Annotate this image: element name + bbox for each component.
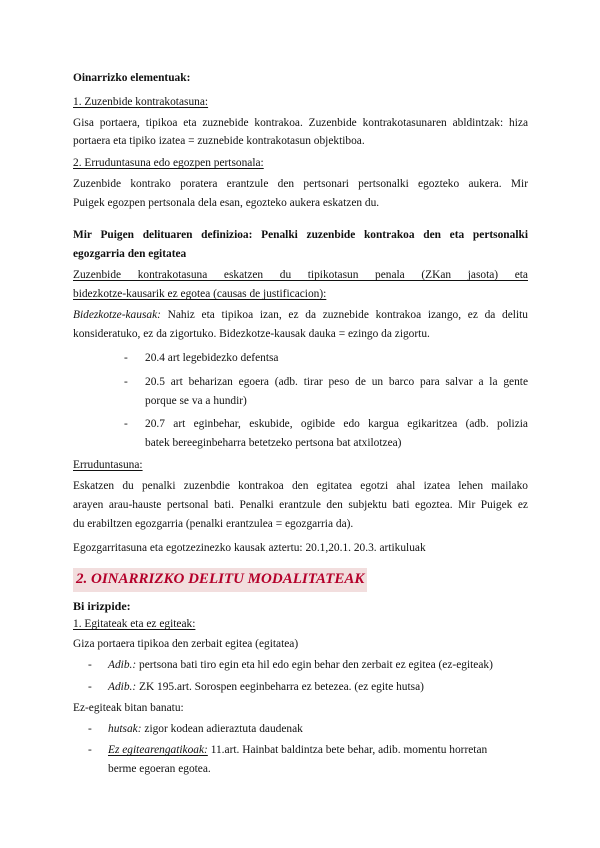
dash-bullet: -	[88, 744, 92, 756]
bidezkotze-text: Nahiz eta tipikoa izan, ez da zuznebide kontrakoa izango, ez da delitu	[160, 309, 528, 321]
paragraph-line: Egozgarritasuna eta egotzezinezko kausak aztertu: 20.1,20.1. 20.3. artikuluak	[73, 542, 426, 554]
paragraph-line: Zuzenbide kontrako poratera erantzule den pertsonari pertsonalki egozteko aukera. Mir	[73, 178, 528, 190]
ez-egitearengatikoak-label: Ez egitearengatikoak:	[108, 744, 208, 756]
list-item: porque se va a hundir)	[145, 395, 247, 407]
paragraph-line: Gisa portaera, tipikoa eta zuznebide kontrakoa. Zuzenbide kontrakotasunaren abldintzak: hiza	[73, 117, 528, 129]
bi-irizpide-title: Bi irizpide:	[73, 599, 131, 613]
paragraph-line: portaera eta tipiko izatea = zuznebide kontrakotasun objektiboa.	[73, 135, 365, 147]
dash-bullet: -	[88, 659, 92, 671]
paragraph-line: arayen arau-hauste pertsonal bati. Penalki erantzule den subjektu bati egoztea. Mir Puigek ez	[73, 499, 528, 511]
section-title-oinarrizko: Oinarrizko elementuak:	[73, 72, 191, 84]
adib-label: Adib.:	[108, 659, 137, 671]
list-item	[108, 680, 528, 694]
section-2-heading: 2. OINARRIZKO DELITU MODALITATEAK	[73, 568, 367, 592]
adib-label: Adib.:	[108, 681, 137, 693]
definition-line: egozgarria den egitatea	[73, 248, 187, 260]
hutsak-label: hutsak:	[108, 723, 142, 735]
paragraph-line: Giza portaera tipikoa den zerbait egitea (egitatea)	[73, 638, 299, 650]
list-item-continuation: berme egoeran egotea.	[108, 763, 211, 775]
list-item: 20.4 art legebidezko defentsa	[145, 352, 279, 364]
dash-bullet: -	[88, 723, 92, 735]
subheading-erruduntasuna: 2. Erruduntasuna edo egozpen pertsonala:	[73, 157, 264, 169]
subheading-zuzenbide: 1. Zuzenbide kontrakotasuna:	[73, 96, 209, 108]
list-item	[108, 743, 528, 757]
paragraph-line: Ez-egiteak bitan banatu:	[73, 702, 184, 714]
bidezkotze-line	[73, 308, 528, 322]
subheading-erruduntasuna-2: Erruduntasuna:	[73, 459, 143, 471]
list-item: batek bereeginbeharra betetzeko pertsona bat atxilotzea)	[145, 437, 402, 449]
definition-underlined: bidezkotze-kausarik ez egotea (causas de justificacion):	[73, 288, 327, 300]
paragraph-line: konsideratuko, ez da zigortuko. Bidezkotze-kausak dauka = ezingo da zigortu.	[73, 328, 430, 340]
list-item	[108, 722, 528, 736]
dash-bullet: -	[124, 376, 128, 388]
paragraph-line: Puigek egozpen pertsonala dela esan, egozteko aukera eskatzen du.	[73, 197, 380, 209]
dash-bullet: -	[124, 418, 128, 430]
list-item	[108, 658, 528, 672]
paragraph-line: du erabiltzen egozgarria (penalki erantzulea = egozgarria da).	[73, 518, 354, 530]
definition-underlined: Zuzenbide kontrakotasuna eskatzen du tipikotasun penala (ZKan jasota) eta	[73, 269, 528, 281]
dash-bullet: -	[88, 681, 92, 693]
dash-bullet: -	[124, 352, 128, 364]
hutsak-text: zigor kodean adieraztuta daudenak	[141, 723, 303, 735]
list-item: 20.7 art eginbehar, eskubide, ogibide edo kargua egikaritzea (adb. polizia	[145, 418, 528, 430]
adib-text: ZK 195.art. Sorospen eeginbeharra ez betezea. (ez egite hutsa)	[136, 681, 424, 693]
list-item: 20.5 art beharizan egoera (adb. tirar peso de un barco para salvar a la gente	[145, 376, 528, 388]
subheading-egitateak: 1. Egitateak eta ez egiteak:	[73, 618, 196, 630]
definition-line: Mir Puigen delituaren definizioa: Penalki zuzenbide kontrakoa den eta pertsonalki	[73, 229, 528, 241]
adib-text: pertsona bati tiro egin eta hil edo egin behar den zerbait ez egitea (ez-egiteak)	[136, 659, 493, 671]
paragraph-line: Eskatzen du penalki zuzenbdie kontrakoa den egitatea egotzi ahal izatea lehen mailako	[73, 480, 528, 492]
ez-egitearengatikoak-text: 11.art. Hainbat baldintza bete behar, adib. momentu horretan	[207, 744, 488, 756]
bidezkotze-label: Bidezkotze-kausak:	[73, 309, 161, 321]
